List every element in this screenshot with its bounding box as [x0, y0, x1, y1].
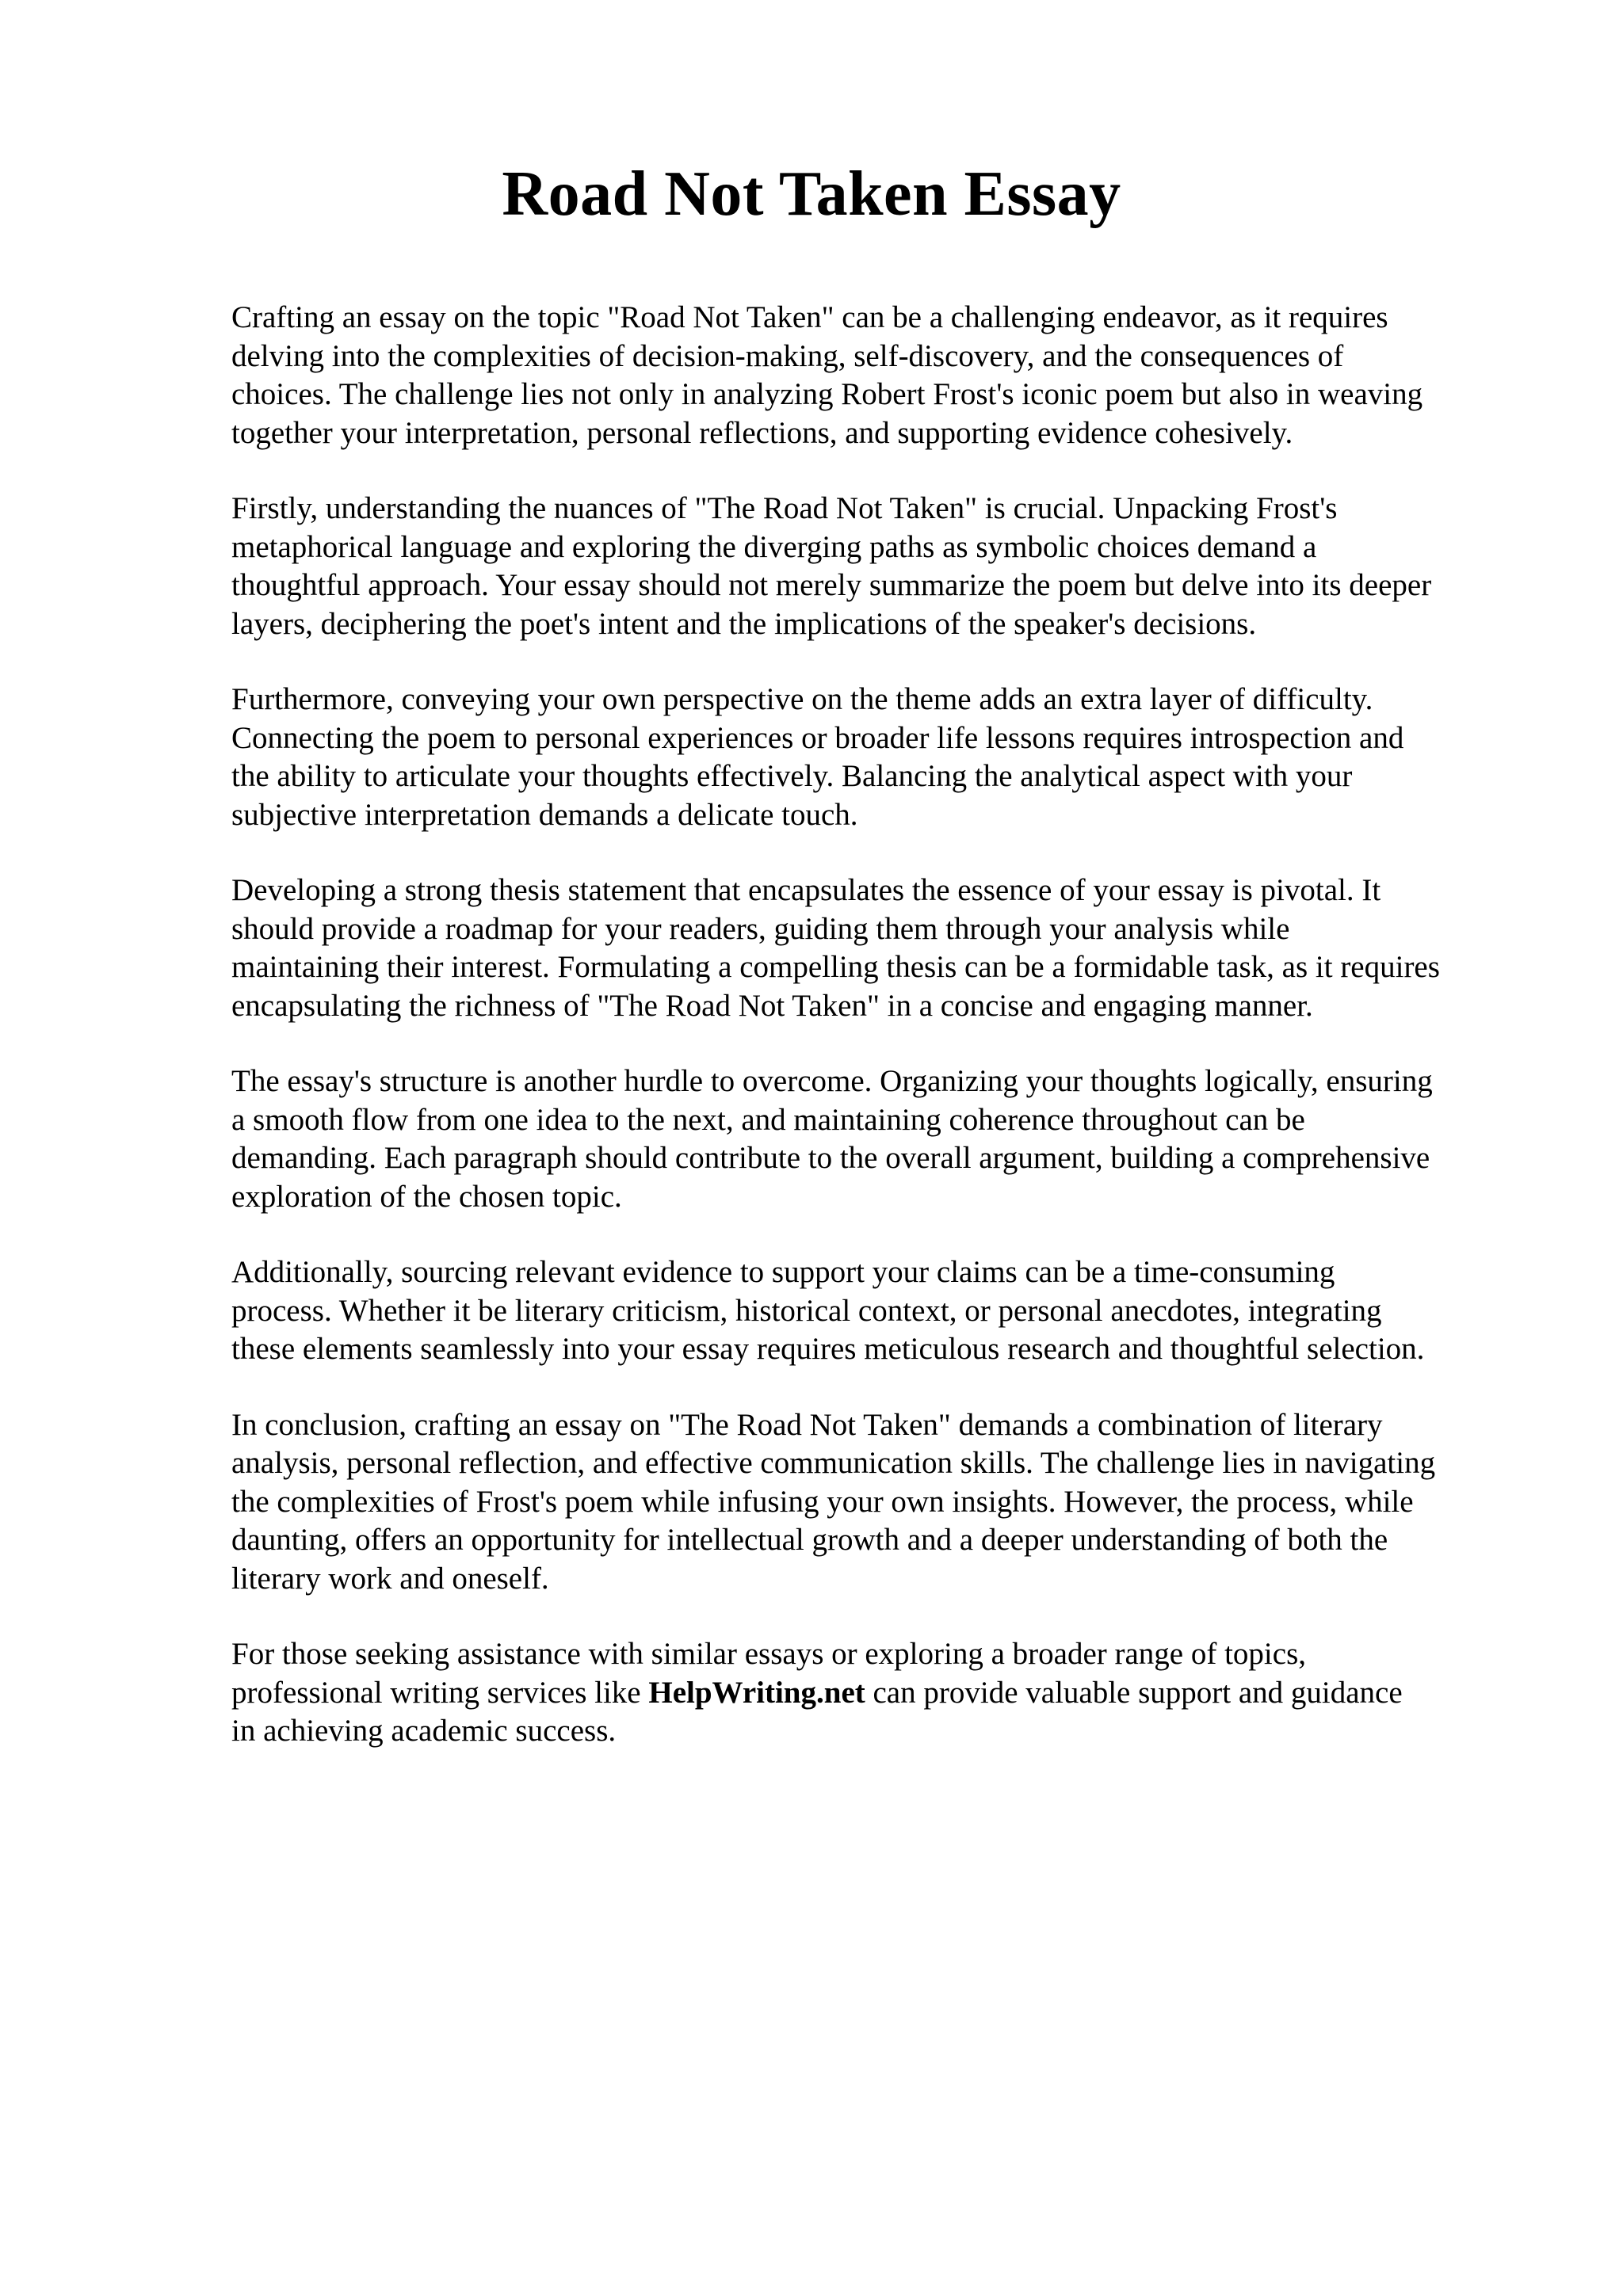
closing-text-after-brand: can provide valuable support and guidance — [865, 1675, 1403, 1710]
text-line: choices. The challenge lies not only in analyzing Robert Frost's iconic poem but also in weaving — [231, 377, 1423, 411]
text-line: in achieving academic success. — [231, 1714, 617, 1748]
text-line: Crafting an essay on the topic "Road Not Taken" can be a challenging endeavor, as it requires — [231, 300, 1388, 334]
paragraph-3 — [231, 681, 1531, 834]
closing-paragraph — [231, 1635, 1531, 1751]
text-line: the complexities of Frost's poem while infusing your own insights. However, the process, while — [231, 1484, 1414, 1519]
text-line: Firstly, understanding the nuances of "The Road Not Taken" is crucial. Unpacking Frost's — [231, 491, 1338, 525]
paragraph-6 — [231, 1253, 1531, 1369]
text-line: encapsulating the richness of "The Road Not Taken" in a concise and engaging manner. — [231, 988, 1313, 1023]
text-line: subjective interpretation demands a delicate touch. — [231, 797, 858, 832]
text-line: In conclusion, crafting an essay on "The Road Not Taken" demands a combination of literary — [231, 1407, 1383, 1442]
text-line: Furthermore, conveying your own perspective on the theme adds an extra layer of difficulty. — [231, 682, 1373, 716]
paragraph-1 — [231, 299, 1531, 452]
closing-text-before-brand: professional writing services like — [231, 1675, 649, 1710]
text-line: exploration of the chosen topic. — [231, 1179, 622, 1214]
text-line: The essay's structure is another hurdle to overcome. Organizing your thoughts logically, ensuring — [231, 1064, 1433, 1098]
paragraph-7 — [231, 1406, 1531, 1599]
text-line: should provide a roadmap for your readers, guiding them through your analysis while — [231, 911, 1290, 946]
text-line: daunting, offers an opportunity for intellectual growth and a deeper understanding of both the — [231, 1523, 1388, 1557]
helpwriting-brand-link[interactable]: HelpWriting.net — [648, 1675, 865, 1710]
paragraph-2 — [231, 490, 1531, 643]
text-line: metaphorical language and exploring the diverging paths as symbolic choices demand a — [231, 529, 1317, 564]
paragraph-5 — [231, 1062, 1531, 1216]
text-line: maintaining their interest. Formulating a compelling thesis can be a formidable task, as it requires — [231, 950, 1440, 984]
text-line: analysis, personal reflection, and effective communication skills. The challenge lies in navigating — [231, 1446, 1436, 1480]
text-line-with-brand — [231, 1674, 1531, 1713]
text-line: Developing a strong thesis statement that encapsulates the essence of your essay is pivotal. It — [231, 873, 1381, 907]
text-line: Additionally, sourcing relevant evidence to support your claims can be a time-consuming — [231, 1255, 1335, 1289]
text-line: these elements seamlessly into your essay requires meticulous research and thoughtful selection. — [231, 1332, 1425, 1366]
paragraph-4 — [231, 871, 1531, 1025]
text-line: demanding. Each paragraph should contribute to the overall argument, building a comprehensive — [231, 1141, 1430, 1175]
text-line: Connecting the poem to personal experiences or broader life lessons requires introspection and — [231, 720, 1404, 755]
text-line: delving into the complexities of decision-making, self-discovery, and the consequences of — [231, 338, 1344, 373]
text-line: together your interpretation, personal reflections, and supporting evidence cohesively. — [231, 415, 1293, 450]
text-line: layers, deciphering the poet's intent and the implications of the speaker's decisions. — [231, 606, 1257, 641]
essay-body — [231, 299, 1531, 1788]
text-line: thoughtful approach. Your essay should not merely summarize the poem but delve into its deeper — [231, 568, 1432, 602]
text-line: literary work and oneself. — [231, 1561, 549, 1596]
text-line: a smooth flow from one idea to the next, and maintaining coherence throughout can be — [231, 1102, 1305, 1137]
page-title: Road Not Taken Essay — [502, 159, 1121, 229]
text-line: process. Whether it be literary criticism, historical context, or personal anecdotes, integrating — [231, 1293, 1382, 1328]
text-line: For those seeking assistance with similar essays or exploring a broader range of topics, — [231, 1637, 1306, 1671]
text-line: the ability to articulate your thoughts effectively. Balancing the analytical aspect with your — [231, 759, 1353, 793]
